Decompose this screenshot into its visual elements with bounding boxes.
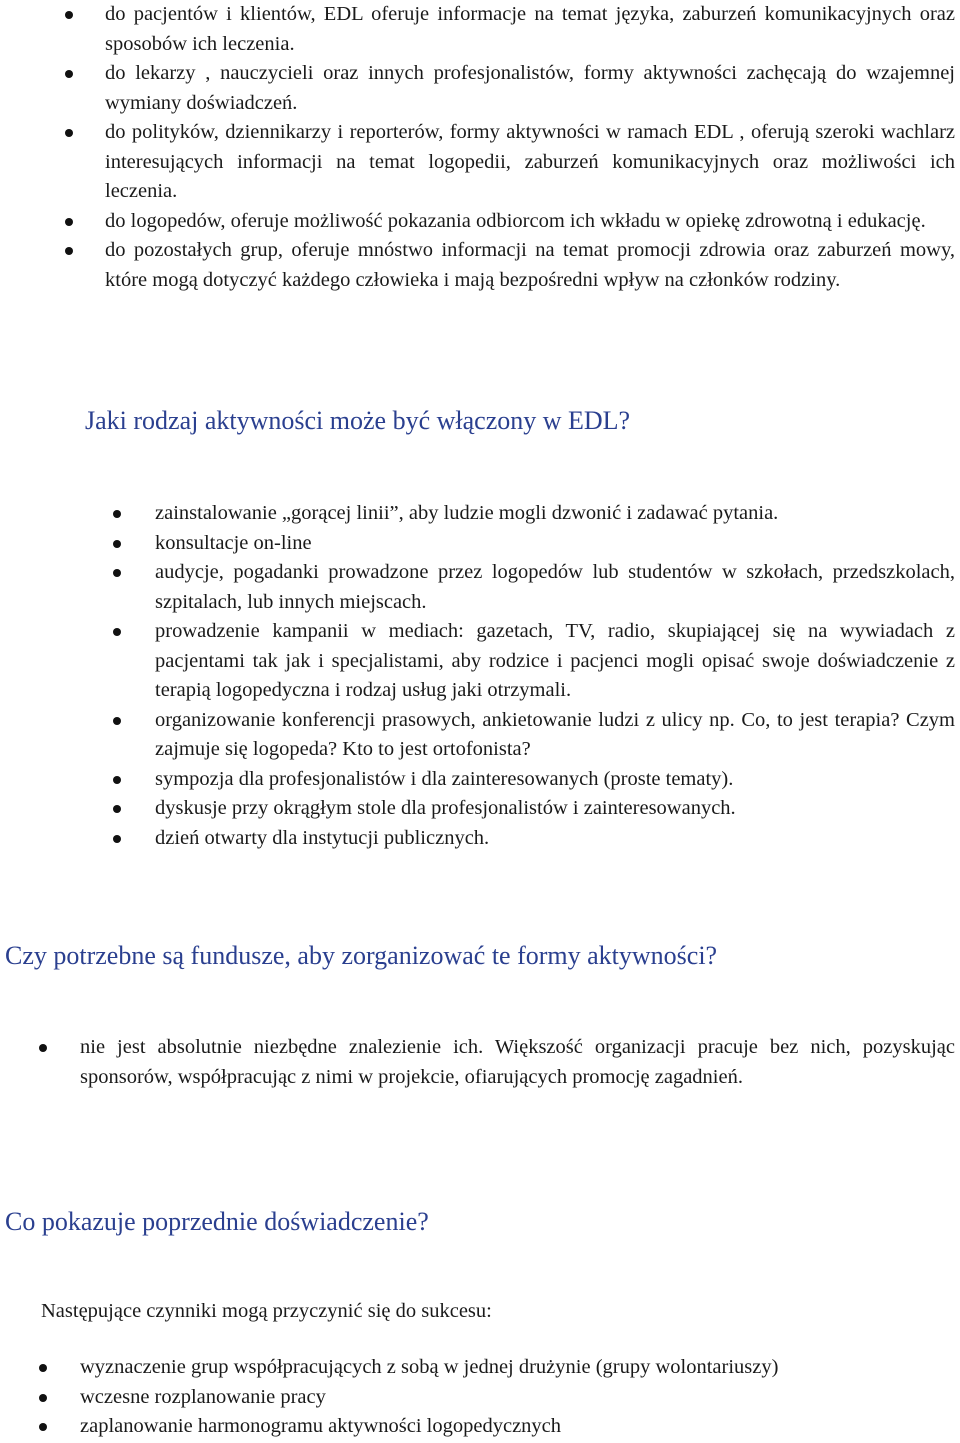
list-item-text: audycje, pogadanki prowadzone przez logopedów lub studentów w szkołach, przedszkolach, szpitalach, lub innych miejscach.: [155, 561, 955, 613]
list-item: [155, 529, 955, 559]
list-item: [105, 0, 955, 59]
bullet-icon: [65, 70, 73, 78]
bullet-icon: [113, 835, 121, 843]
list-item-text: do polityków, dziennikarzy i reporterów, formy aktywności w ramach EDL , oferują szeroki wachlarz interesujących informacji na temat logopedii, zaburzeń komunikacyjnych oraz możliwości ich leczenia.: [105, 121, 955, 202]
list-item-text: do pozostałych grup, oferuje mnóstwo informacji na temat promocji zdrowia oraz zaburzeń mowy, które mogą dotyczyć każdego człowieka i mają bezpośredni wpływ na członków rodziny.: [105, 239, 955, 291]
list-item: [80, 1412, 955, 1442]
bullet-icon: [39, 1044, 47, 1052]
list-item: [155, 617, 955, 706]
list-item: [80, 1033, 955, 1092]
list-item-text: dzień otwarty dla instytucji publicznych.: [155, 826, 490, 849]
section-heading-funding: Czy potrzebne są fundusze, aby zorganizować te formy aktywności?: [5, 941, 718, 970]
bullet-icon: [113, 569, 121, 577]
list-item: [155, 558, 955, 617]
bullet-icon: [65, 247, 73, 255]
intro-paragraph: Następujące czynniki mogą przyczynić się do sukcesu:: [41, 1300, 492, 1322]
bullet-icon: [39, 1364, 47, 1372]
list-item: [105, 207, 955, 237]
list-item-text: prowadzenie kampanii w mediach: gazetach, TV, radio, skupiającej się na wywiadach z pacjentami tak jak i specjalistami, aby rodzice i pacjenci mogli opisać swoje doświadczenie z terapią logopedyczna i rodzaj usług jaki otrzymali.: [155, 620, 955, 701]
list-item: [155, 706, 955, 765]
funding-list: [80, 1033, 955, 1092]
bullet-icon: [65, 218, 73, 226]
list-item-text: wczesne rozplanowanie pracy: [80, 1385, 326, 1408]
section-heading-activities: Jaki rodzaj aktywności może być włączony w EDL?: [85, 406, 631, 435]
bullet-icon: [113, 776, 121, 784]
list-item: [155, 824, 955, 854]
list-item: [105, 236, 955, 295]
bullet-icon: [113, 628, 121, 636]
list-item: [155, 794, 955, 824]
list-item: [105, 118, 955, 207]
list-item-text: do logopedów, oferuje możliwość pokazania odbiorcom ich wkładu w opiekę zdrowotną i edukację.: [105, 209, 926, 232]
section-heading-experience: Co pokazuje poprzednie doświadczenie?: [5, 1207, 429, 1236]
list-item-text: organizowanie konferencji prasowych, ankietowanie ludzi z ulicy np. Co, to jest terapia? Czym zajmuje się logopeda? Kto to jest ortofonista?: [155, 708, 955, 760]
list-item-text: konsultacje on-line: [155, 531, 312, 554]
list-item: [80, 1353, 955, 1383]
list-item: [105, 59, 955, 118]
success-factors-list: [80, 1353, 955, 1442]
activities-list: [155, 499, 955, 853]
bullet-icon: [113, 540, 121, 548]
bullet-icon: [113, 805, 121, 813]
bullet-icon: [39, 1423, 47, 1431]
list-item: [155, 499, 955, 529]
list-item: [155, 765, 955, 795]
list-item: [80, 1383, 955, 1413]
audience-list: [105, 0, 955, 295]
list-item-text: zainstalowanie „gorącej linii”, aby ludzie mogli dzwonić i zadawać pytania.: [155, 502, 779, 524]
bullet-icon: [65, 11, 73, 19]
list-item-text: nie jest absolutnie niezbędne znalezienie ich. Większość organizacji pracuje bez nich, pozyskując sponsorów, współpracując z nimi w projekcie, ofiarujących promocję zagadnień.: [80, 1036, 955, 1088]
list-item-text: wyznaczenie grup współpracujących z sobą w jednej drużynie (grupy wolontariuszy): [80, 1356, 779, 1378]
list-item-text: do pacjentów i klientów, EDL oferuje informacje na temat języka, zaburzeń komunikacyjnych oraz sposobów ich leczenia.: [105, 3, 955, 55]
bullet-icon: [113, 510, 121, 518]
list-item-text: sympozja dla profesjonalistów i dla zainteresowanych (proste tematy).: [155, 767, 734, 790]
bullet-icon: [113, 717, 121, 725]
list-item-text: dyskusje przy okrągłym stole dla profesjonalistów i zainteresowanych.: [155, 797, 736, 819]
bullet-icon: [39, 1394, 47, 1402]
list-item-text: do lekarzy , nauczycieli oraz innych profesjonalistów, formy aktywności zachęcają do wzajemnej wymiany doświadczeń.: [105, 62, 955, 114]
list-item-text: zaplanowanie harmonogramu aktywności logopedycznych: [80, 1415, 562, 1437]
bullet-icon: [65, 129, 73, 137]
